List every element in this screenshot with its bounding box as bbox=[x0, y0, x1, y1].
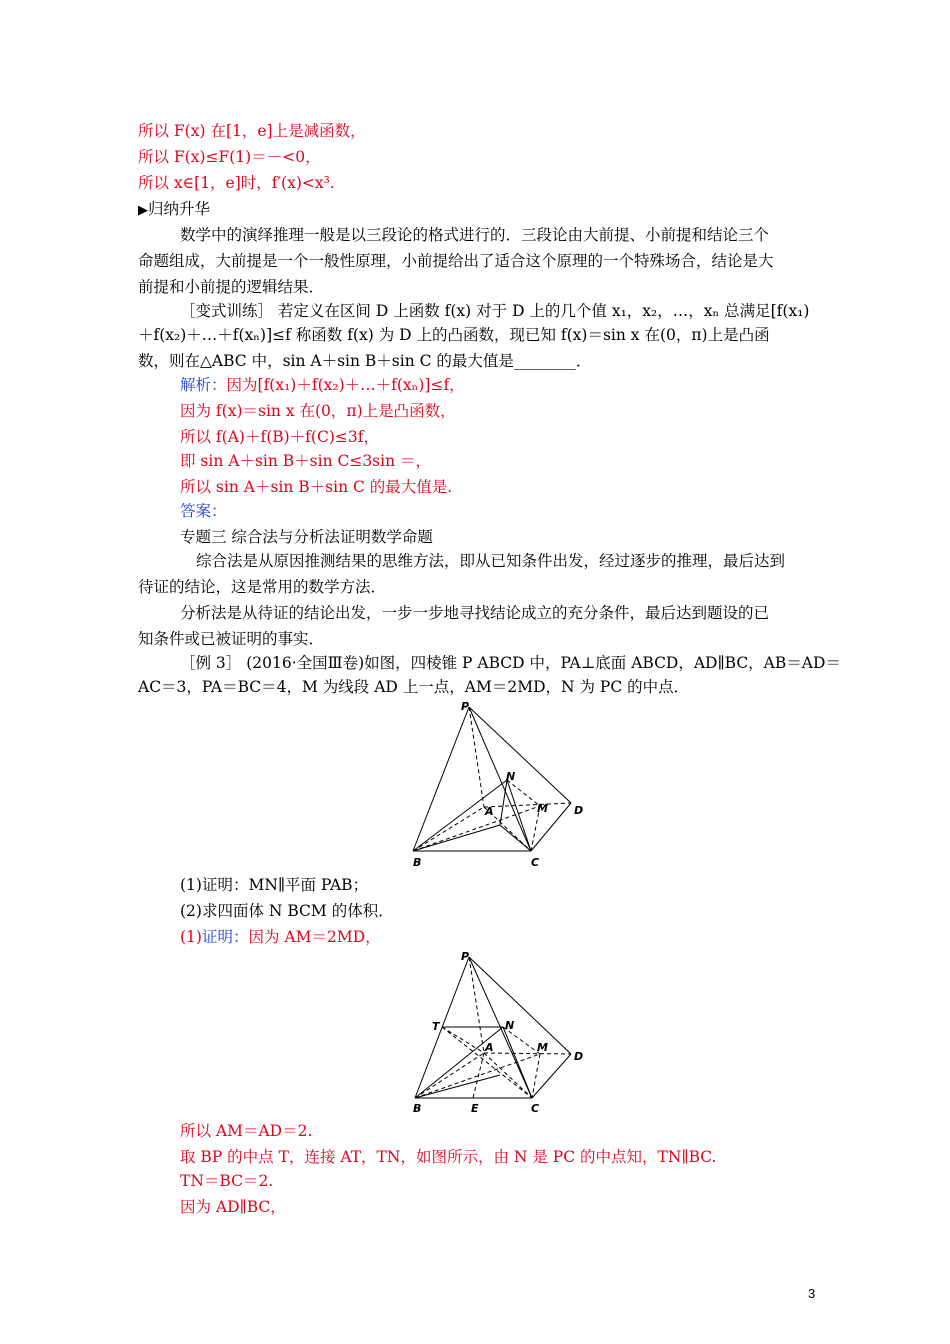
text-line: 所以 AM＝AD＝2. bbox=[180, 1122, 313, 1140]
vertex-label: M bbox=[537, 802, 548, 815]
topic-heading: 专题三 综合法与分析法证明数学命题 bbox=[180, 528, 433, 546]
pyramid-figure-2 bbox=[405, 950, 590, 1120]
vertex-label: C bbox=[531, 1102, 540, 1115]
text-line: 所以 x∈[1，e]时，f′(x)<x³. bbox=[138, 174, 335, 192]
solution-line: 解析：因为[f(x₁)＋f(x₂)＋…＋f(xₙ)]≤f， bbox=[180, 376, 465, 394]
vertex-label: M bbox=[537, 1041, 548, 1054]
text-line: 即 sin A＋sin B＋sin C≤3sin ＝， bbox=[180, 452, 432, 470]
text-line: (1)证明：MN∥平面 PAB； bbox=[180, 876, 369, 894]
section-heading bbox=[138, 198, 210, 222]
text-line: 所以 sin A＋sin B＋sin C 的最大值是. bbox=[180, 478, 453, 496]
triangle-marker-icon: ▶ bbox=[138, 203, 148, 218]
vertex-label: B bbox=[413, 856, 422, 869]
vertex-label: P bbox=[461, 950, 470, 963]
text-line: 所以 f(A)＋f(B)＋f(C)≤3f， bbox=[180, 428, 379, 446]
text-line: 取 BP 的中点 T，连接 AT，TN，如图所示，由 N 是 PC 的中点知，TN∥BC. bbox=[180, 1148, 717, 1166]
vertex-label: E bbox=[471, 1102, 479, 1115]
proof-label: 证明： bbox=[201, 928, 249, 946]
text-line: AC＝3，PA＝BC＝4，M 为线段 AD 上一点，AM＝2MD，N 为 PC 的中点． bbox=[138, 678, 690, 696]
text-line: 综合法是从原因推测结果的思维方法，即从已知条件出发，经过逐步的推理，最后达到 bbox=[196, 552, 786, 570]
text-line: ［变式训练］ 若定义在区间 D 上函数 f(x) 对于 D 上的几个值 x₁，x₂，…，xₙ 总满足[f(x₁) bbox=[180, 302, 810, 320]
text-line: 因为 AD∥BC， bbox=[180, 1198, 286, 1216]
vertex-label: A bbox=[485, 1041, 494, 1054]
text-line: 因为 f(x)＝sin x 在(0，π)上是凸函数， bbox=[180, 402, 456, 420]
solution-label: 解析： bbox=[180, 376, 227, 394]
text-line: ＋f(x₂)＋…＋f(xₙ)]≤f 称函数 f(x) 为 D 上的凸函数，现已知 f(x)＝sin x 在(0，π)上是凸函 bbox=[138, 326, 770, 344]
heading-text: 归纳升华 bbox=[148, 200, 211, 218]
vertex-label: D bbox=[574, 804, 584, 817]
vertex-label: T bbox=[432, 1020, 440, 1033]
text-line: 分析法是从待证的结论出发，一步一步地寻找结论成立的充分条件，最后达到题设的已 bbox=[180, 604, 770, 622]
text-line: 所以 F(x)≤F(1)＝－<0， bbox=[138, 148, 321, 166]
text-line: (2)求四面体 N BCM 的体积． bbox=[180, 902, 394, 920]
text-line: 知条件或已被证明的事实． bbox=[138, 630, 325, 648]
text-line: 前提和小前提的逻辑结果． bbox=[138, 278, 325, 296]
answer-label: 答案： bbox=[180, 502, 227, 520]
text-line: 命题组成，大前提是一个一般性原理，小前提给出了适合这个原理的一个特殊场合，结论是大 bbox=[138, 252, 774, 270]
vertex-label: N bbox=[505, 1019, 515, 1032]
vertex-label: C bbox=[531, 856, 540, 869]
vertex-label: D bbox=[574, 1050, 584, 1063]
text-line: TN＝BC＝2. bbox=[180, 1172, 274, 1190]
text-line: 待证的结论，这是常用的数学方法． bbox=[138, 578, 387, 596]
page-number: 3 bbox=[808, 1286, 816, 1301]
vertex-label: N bbox=[506, 770, 516, 783]
vertex-label: P bbox=[461, 700, 470, 713]
text-line: ［例 3］ (2016·全国Ⅲ卷)如图，四棱锥 P ABCD 中，PA⊥底面 ABCD，AD∥BC，AB＝AD＝ bbox=[180, 654, 841, 672]
pyramid-figure-1 bbox=[405, 700, 590, 872]
vertex-label: A bbox=[485, 805, 494, 818]
text-line: 数，则在△ABC 中，sin A＋sin B＋sin C 的最大值是________． bbox=[138, 352, 592, 370]
proof-line: (1)证明：因为 AM＝2MD， bbox=[180, 928, 381, 946]
vertex-label: B bbox=[413, 1102, 422, 1115]
text-line: 数学中的演绎推理一般是以三段论的格式进行的．三段论由大前提、小前提和结论三个 bbox=[180, 226, 770, 244]
text-line: 所以 F(x) 在[1，e]上是减函数， bbox=[138, 122, 366, 140]
